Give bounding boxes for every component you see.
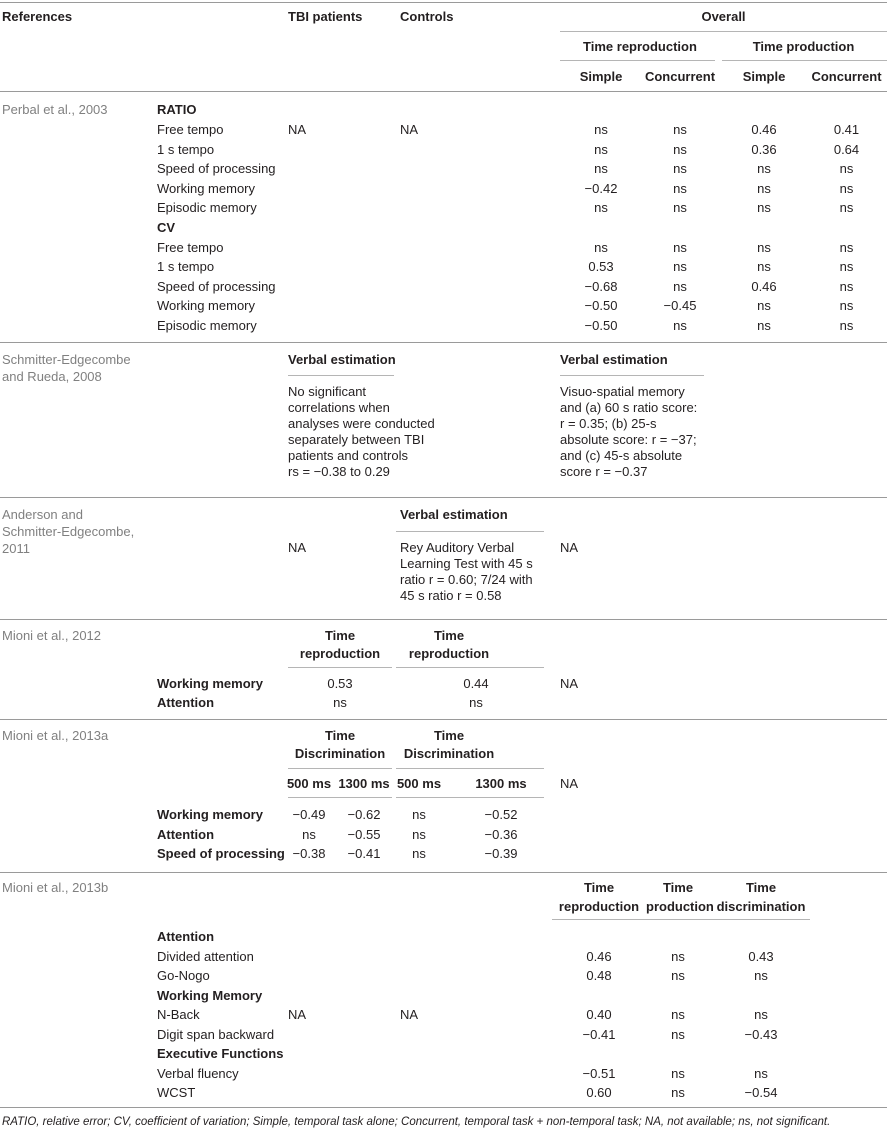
value-cell: ns	[673, 141, 687, 157]
value-cell: ns	[673, 259, 687, 275]
row-label: 1 s tempo	[157, 259, 215, 275]
value-cell: ns	[594, 200, 608, 216]
column-header: Time	[745, 880, 777, 895]
value-cell: ns	[673, 239, 687, 255]
value-cell: ns	[839, 317, 854, 333]
value-cell: 0.43	[748, 948, 774, 964]
value-cell: −0.36	[484, 826, 518, 842]
value-cell: −0.38	[292, 846, 326, 861]
value-cell: 0.44	[463, 676, 489, 691]
value-cell: ns	[671, 1026, 685, 1042]
subheader-rule	[396, 667, 544, 668]
column-header: reproduction	[558, 899, 640, 914]
value-cell: −0.52	[484, 807, 518, 822]
tbi-na: NA	[288, 1007, 307, 1022]
value-cell: ns	[673, 317, 687, 333]
value-cell: −0.68	[584, 278, 618, 294]
subheader-rule	[552, 919, 810, 920]
value-cell: 0.40	[586, 1007, 612, 1022]
column-header: Time	[662, 880, 694, 895]
section-rule	[0, 619, 887, 620]
reference-mioni-2013a: Mioni et al., 2013a	[2, 728, 109, 743]
value-cell: ns	[594, 161, 608, 177]
value-cell: ns	[839, 200, 854, 216]
text-line: analyses were conducted	[288, 416, 435, 431]
value-cell: ns	[754, 1065, 768, 1081]
sub-500ms: 500 ms	[286, 776, 332, 791]
row-label: Attention	[157, 826, 215, 842]
value-cell: ns	[671, 968, 685, 983]
value-cell: 0.36	[751, 141, 777, 157]
value-cell: ns	[412, 807, 426, 822]
value-cell: ns	[673, 278, 687, 294]
controls-na: NA	[400, 122, 419, 137]
reproduction-rule	[560, 60, 715, 61]
value-cell: ns	[754, 968, 768, 983]
value-cell: −0.39	[484, 846, 518, 861]
value-cell: ns	[839, 278, 854, 294]
value-cell: −0.49	[292, 807, 326, 822]
row-label: Episodic memory	[157, 317, 257, 333]
row-label: Divided attention	[157, 948, 254, 964]
sub-500ms: 500 ms	[396, 776, 442, 791]
text-line: 45 s ratio r = 0.58	[400, 588, 502, 603]
header-rule	[0, 91, 887, 92]
value-cell: ns	[839, 180, 854, 196]
row-label: WCST	[157, 1085, 196, 1100]
value-cell: ns	[671, 1007, 685, 1022]
tbi-na: NA	[288, 540, 307, 555]
row-label: Attention	[157, 695, 215, 710]
row-label: N-Back	[157, 1007, 200, 1022]
value-cell: ns	[757, 180, 771, 196]
text-line: Rey Auditory Verbal	[400, 540, 515, 555]
reference-anderson: Anderson and	[2, 507, 83, 522]
header-simple: Simple	[742, 69, 786, 84]
value-cell: ns	[302, 826, 316, 842]
value-cell: 0.64	[833, 141, 860, 157]
value-cell: 0.46	[751, 122, 777, 137]
overall-rule	[560, 31, 887, 32]
value-cell: ns	[673, 180, 687, 196]
value-cell: ns	[412, 826, 426, 842]
value-cell: ns	[839, 239, 854, 255]
verbal-estimation-title: Verbal estimation	[288, 352, 396, 367]
text-line: No significant	[288, 384, 367, 399]
header-concurrent: Concurrent	[644, 69, 716, 84]
value-cell: 0.41	[833, 122, 860, 137]
value-cell: 0.60	[586, 1085, 612, 1100]
value-cell: −0.51	[582, 1065, 616, 1081]
header-tbi-patients: TBI patients	[288, 9, 363, 24]
header-overall: Overall	[701, 9, 746, 24]
value-cell: ns	[757, 161, 771, 177]
value-cell: ns	[839, 259, 854, 275]
value-cell: 0.46	[586, 948, 612, 964]
group-title: Attention	[157, 929, 215, 944]
table-footnote: RATIO, relative error; CV, coefficient of variation; Simple, temporal task alone; Concurrent, temporal task + non-temporal task; NA, not available; ns, not significant.	[2, 1116, 831, 1128]
value-cell: −0.43	[744, 1026, 778, 1042]
row-label: Working memory	[157, 676, 263, 691]
header-time-production: Time production	[752, 39, 855, 54]
subheader-rule	[288, 768, 392, 769]
section-rule	[0, 872, 887, 873]
text-line: correlations when	[288, 400, 390, 415]
row-label: Speed of processing	[157, 846, 285, 861]
production-rule	[722, 60, 887, 61]
reference-schmitter: and Rueda, 2008	[2, 369, 102, 384]
row-label: Free tempo	[157, 239, 224, 255]
value-cell: 0.53	[327, 676, 353, 691]
controls-na: NA	[400, 1007, 419, 1022]
text-line: Learning Test with 45 s	[400, 556, 533, 571]
reference-perbal: Perbal et al., 2003	[2, 102, 108, 117]
value-cell: −0.50	[584, 298, 618, 314]
value-cell: ns	[594, 122, 608, 137]
subheader-rule	[396, 768, 544, 769]
header-simple: Simple	[579, 69, 623, 84]
value-cell: −0.41	[582, 1026, 616, 1042]
row-label: Free tempo	[157, 122, 224, 137]
column-time-discrimination: Time	[433, 728, 465, 743]
value-cell: −0.42	[584, 180, 618, 196]
text-line: rs = −0.38 to 0.29	[288, 464, 390, 479]
row-label: Speed of processing	[157, 278, 276, 294]
column-time-discrimination: Time	[324, 728, 356, 743]
reference-mioni-2012: Mioni et al., 2012	[2, 628, 102, 643]
text-line: r = 0.35; (b) 25-s	[560, 416, 657, 431]
row-label: 1 s tempo	[157, 141, 215, 157]
header-time-reproduction: Time reproduction	[583, 39, 697, 54]
reference-schmitter: Schmitter-Edgecombe	[2, 352, 131, 367]
overall-na: NA	[560, 776, 579, 791]
tbi-na: NA	[288, 122, 307, 137]
subheader-rule	[288, 667, 392, 668]
subheader-rule	[396, 797, 544, 798]
value-cell: ns	[757, 298, 771, 314]
value-cell: −0.55	[347, 826, 381, 842]
value-cell: ns	[594, 239, 608, 255]
row-label: Verbal fluency	[157, 1065, 239, 1081]
row-label: Working memory	[157, 807, 263, 822]
column-time-discrimination: Discrimination	[294, 746, 386, 761]
value-cell: ns	[757, 200, 771, 216]
header-references: References	[2, 9, 73, 24]
text-line: absolute score: r = −37;	[560, 432, 697, 447]
text-line: Visuo-spatial memory	[560, 384, 685, 399]
value-cell: ns	[673, 200, 687, 216]
value-cell: 0.46	[751, 278, 777, 294]
value-cell: ns	[839, 161, 854, 177]
text-line: ratio r = 0.60; 7/24 with	[400, 572, 533, 587]
subheader-rule	[560, 375, 704, 376]
value-cell: −0.41	[347, 846, 381, 861]
subheader-rule	[396, 531, 544, 532]
column-header: Time	[583, 880, 615, 895]
section-rule	[0, 497, 887, 498]
row-label: Go-Nogo	[157, 968, 210, 983]
value-cell: ns	[757, 317, 771, 333]
section-rule	[0, 719, 887, 720]
header-controls: Controls	[400, 9, 454, 24]
header-concurrent: Concurrent	[811, 69, 882, 84]
reference-anderson: 2011	[2, 541, 30, 556]
value-cell: 0.53	[588, 259, 614, 275]
row-label: Working memory	[157, 180, 256, 196]
text-line: patients and controls	[288, 448, 408, 463]
value-cell: −0.54	[744, 1085, 778, 1100]
value-cell: ns	[673, 161, 687, 177]
group-ratio: RATIO	[157, 102, 197, 117]
row-label: Working memory	[157, 298, 256, 314]
value-cell: −0.45	[663, 298, 697, 314]
value-cell: ns	[757, 239, 771, 255]
value-cell: ns	[673, 122, 687, 137]
reference-anderson: Schmitter-Edgecombe,	[2, 524, 135, 539]
value-cell: ns	[754, 1007, 768, 1022]
row-label: Episodic memory	[157, 200, 257, 216]
column-time-discrimination: Discrimination	[403, 746, 495, 761]
column-time-reproduction: Time	[433, 628, 465, 643]
subheader-rule	[288, 375, 394, 376]
group-title: Working Memory	[157, 987, 263, 1003]
top-rule	[0, 2, 887, 3]
value-cell: ns	[469, 695, 483, 710]
column-time-reproduction: reproduction	[408, 646, 490, 661]
value-cell: ns	[671, 1065, 685, 1081]
text-line: score r = −0.37	[560, 464, 648, 479]
row-label: Digit span backward	[157, 1026, 275, 1042]
value-cell: ns	[671, 1085, 685, 1100]
value-cell: ns	[412, 846, 426, 861]
value-cell: ns	[757, 259, 771, 275]
overall-na: NA	[560, 540, 579, 555]
value-cell: ns	[839, 298, 854, 314]
overall-na: NA	[560, 676, 579, 691]
value-cell: ns	[594, 141, 608, 157]
reference-mioni-2013b: Mioni et al., 2013b	[2, 880, 109, 895]
value-cell: ns	[671, 948, 685, 964]
column-time-reproduction: reproduction	[299, 646, 381, 661]
value-cell: −0.62	[347, 807, 381, 822]
column-time-reproduction: Time	[324, 628, 356, 643]
group-title: Executive Functions	[157, 1046, 284, 1061]
row-label: Speed of processing	[157, 161, 276, 177]
bottom-rule	[0, 1107, 887, 1108]
column-header: production	[646, 899, 714, 914]
text-line: and (a) 60 s ratio score:	[560, 400, 698, 415]
text-line: and (c) 45-s absolute	[560, 448, 683, 463]
column-header: discrimination	[716, 899, 806, 914]
section-rule	[0, 342, 887, 343]
subheader-rule	[288, 797, 392, 798]
verbal-estimation-title: Verbal estimation	[560, 352, 668, 367]
verbal-estimation-title: Verbal estimation	[400, 507, 508, 522]
group-cv: CV	[157, 220, 176, 235]
sub-1300ms: 1300 ms	[338, 776, 390, 791]
value-cell: −0.50	[584, 317, 618, 333]
sub-1300ms: 1300 ms	[475, 776, 527, 791]
value-cell: 0.48	[586, 968, 612, 983]
text-line: separately between TBI	[288, 432, 425, 447]
value-cell: ns	[333, 695, 347, 710]
